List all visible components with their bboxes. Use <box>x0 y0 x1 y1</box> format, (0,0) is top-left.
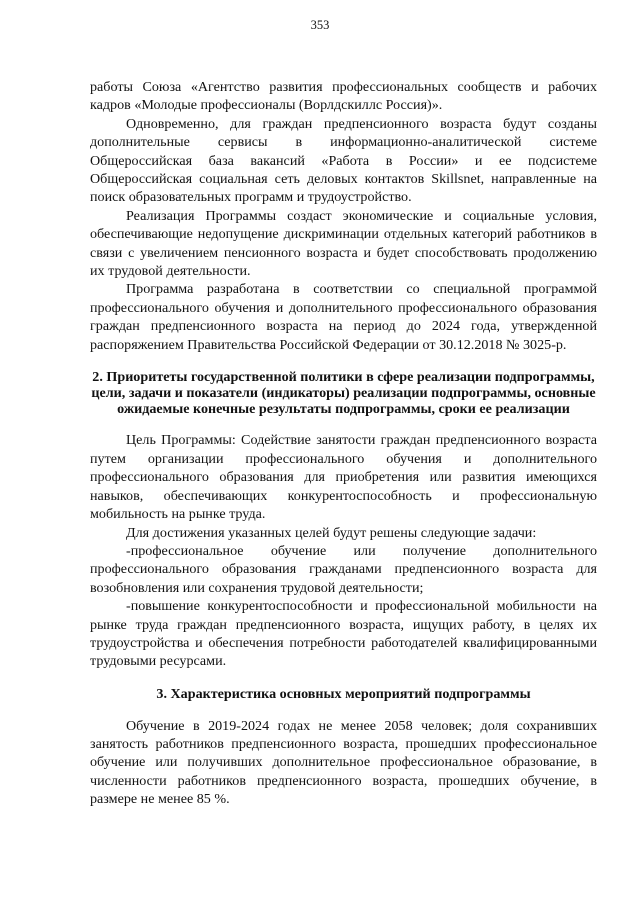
section-spacer <box>90 703 597 717</box>
section-2-paragraph-tasks-intro: Для достижения указанных целей будут решены следующие задачи: <box>126 524 537 541</box>
paragraph-intro-4: Программа разработана в соответствии со специальной программой профессионального обучения и дополнительного профессионального образования граждан предпенсионного возраста на период до 2024 года, утвержденной распоряжением Правительства Российской Федерации от 30.12.2018 № 3025-р. <box>90 281 597 353</box>
section-spacer <box>90 671 597 687</box>
section-2-task-item-1: -профессиональное обучение или получение дополнительного профессионального образования гражданами предпенсионного возраста для возобновления или сохранения трудовой деятельности; <box>90 542 597 596</box>
section-3-heading: 3. Характеристика основных мероприятий подпрограммы <box>156 685 531 702</box>
section-3-paragraph-1: Обучение в 2019-2024 годах не менее 2058 человек; доля сохранивших занятость работников предпенсионного возраста, прошедших профессиональное обучение или получивших дополнительное профессиональное образование, в численности работников предпенсионного возраста, прошедших обучение, в размере не менее 85 %. <box>90 717 597 808</box>
section-2-paragraph-goal: Цель Программы: Содействие занятости граждан предпенсионного возраста путем организации профессионального обучения и дополнительного профессионального образования для приобретения или развития имеющихся навыков, обеспечивающих конкурентоспособность и профессиональную мобильность на рынке труда. <box>90 432 597 523</box>
section-2-task-item-2: -повышение конкурентоспособности и профессиональной мобильности на рынке труда граждан предпенсионного возраста, ищущих работу, в целях их трудоустройства и обеспечения потребности работодателей квалифицированными трудовыми ресурсами. <box>90 598 597 670</box>
section-spacer <box>90 354 597 370</box>
document-body <box>90 78 597 809</box>
page-number: 353 <box>310 18 330 32</box>
paragraph-intro-2: Одновременно, для граждан предпенсионного возраста будут созданы дополнительные сервисы в информационно-аналитической системе Общероссийская база вакансий «Работа в России» и ее подсистеме Общероссийская социальная сеть деловых контактов Skillsnet, направленные на поиск образовательных программ и трудоустройство. <box>90 115 597 206</box>
section-2-heading: 2. Приоритеты государственной политики в сфере реализации подпрограммы, цели, задачи и показатели (индикаторы) реализации подпрограммы, основные ожидаемые конечные результаты подпрограммы, сроки ее реализации <box>91 369 596 417</box>
paragraph-intro-3: Реализация Программы создаст экономические и социальные условия, обеспечивающие недопущение дискриминации отдельных категорий работников в связи с увеличением пенсионного возраста и будет способствовать продолжению их трудовой деятельности. <box>90 207 597 280</box>
section-spacer <box>90 417 597 431</box>
paragraph-intro-1: работы Союза «Агентство развития профессиональных сообществ и рабочих кадров «Молодые профессионалы (Ворлдскиллс Россия)». <box>90 79 597 114</box>
